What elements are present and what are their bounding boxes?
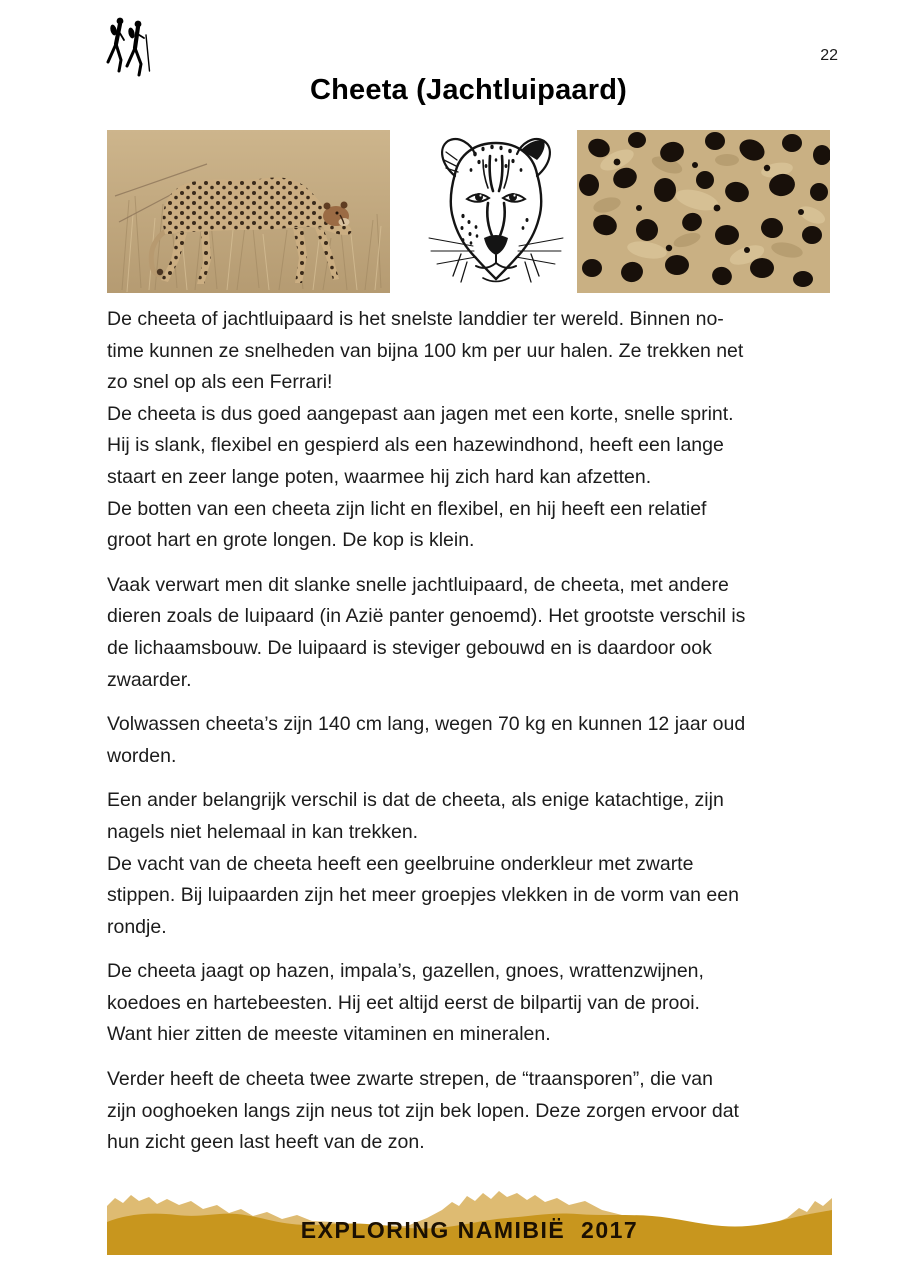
- text-line: Vaak verwart men dit slanke snelle jachtluipaard, de cheeta, met andere: [107, 573, 729, 596]
- text-line: dieren zoals de luipaard (in Azië panter genoemd). Het grootste verschil is: [107, 605, 746, 628]
- text-line: time kunnen ze snelheden van bijna 100 km per uur halen. Ze trekken net: [107, 339, 744, 362]
- text-line: Want hier zitten de meeste vitaminen en mineralen.: [107, 1023, 551, 1046]
- paragraph: [107, 570, 833, 696]
- text-line: groot hart en grote longen. De kop is klein.: [107, 529, 475, 552]
- text-line: Volwassen cheeta’s zijn 140 cm lang, wegen 70 kg en kunnen 12 jaar oud: [107, 713, 746, 736]
- text-line: rondje.: [107, 915, 167, 938]
- text-line: De botten van een cheeta zijn licht en flexibel, en hij heeft een relatief: [107, 497, 707, 520]
- text-line: zwaarder.: [107, 668, 192, 691]
- text-line: Een ander belangrijk verschil is dat de cheeta, als enige katachtige, zijn: [107, 789, 724, 812]
- text-line: De cheeta is dus goed aangepast aan jagen met een korte, snelle sprint.: [107, 402, 734, 425]
- cheetah-head-drawing: [413, 130, 578, 293]
- hikers-icon: [103, 14, 161, 80]
- text-line: koedoes en hartebeesten. Hij eet altijd eerst de bilpartij van de prooi.: [107, 991, 700, 1014]
- text-line: De cheeta of jachtluipaard is het snelste landdier ter wereld. Binnen no-: [107, 308, 724, 330]
- page-title: Cheeta (Jachtluipaard): [309, 74, 628, 106]
- text-line: worden.: [107, 744, 177, 767]
- hikers-logo: [103, 14, 161, 80]
- page-number: 22: [820, 47, 838, 64]
- banner-text: EXPLORING NAMIBIË 2017: [300, 1217, 639, 1243]
- paragraph: [107, 785, 833, 943]
- text-line: stippen. Bij luipaarden zijn het meer groepjes vlekken in de vorm van een: [107, 884, 739, 907]
- figures-row: [0, 130, 900, 293]
- paragraph: [107, 709, 833, 772]
- text-line: De vacht van de cheeta heeft een geelbruine onderkleur met zwarte: [107, 852, 694, 875]
- text-line: De cheeta jaagt op hazen, impala’s, gazellen, gnoes, wrattenzwijnen,: [107, 960, 704, 983]
- body-text: [107, 304, 833, 1172]
- paragraph: [107, 1064, 833, 1159]
- footer-banner: [107, 1188, 832, 1255]
- text-line: staart en zeer lange poten, waarmee hij zich hard kan afzetten.: [107, 465, 652, 488]
- text-line: zijn ooghoeken langs zijn neus tot zijn bek lopen. Deze zorgen ervoor dat: [107, 1099, 739, 1122]
- paragraph: [107, 304, 833, 557]
- text-line: Verder heeft de cheeta twee zwarte strepen, de “traansporen”, die van: [107, 1068, 713, 1091]
- text-line: de lichaamsbouw. De luipaard is steviger gebouwd en is daardoor ook: [107, 636, 712, 659]
- text-line: Hij is slank, flexibel en gespierd als een hazewindhond, heeft een lange: [107, 434, 724, 457]
- cheetah-fur-pattern: [577, 130, 830, 293]
- text-line: zo snel op als een Ferrari!: [107, 371, 333, 394]
- text-line: nagels niet helemaal in kan trekken.: [107, 820, 419, 843]
- paragraph: [107, 956, 833, 1051]
- cheetah-photo: [107, 130, 390, 293]
- text-line: hun zicht geen last heeft van de zon.: [107, 1131, 425, 1154]
